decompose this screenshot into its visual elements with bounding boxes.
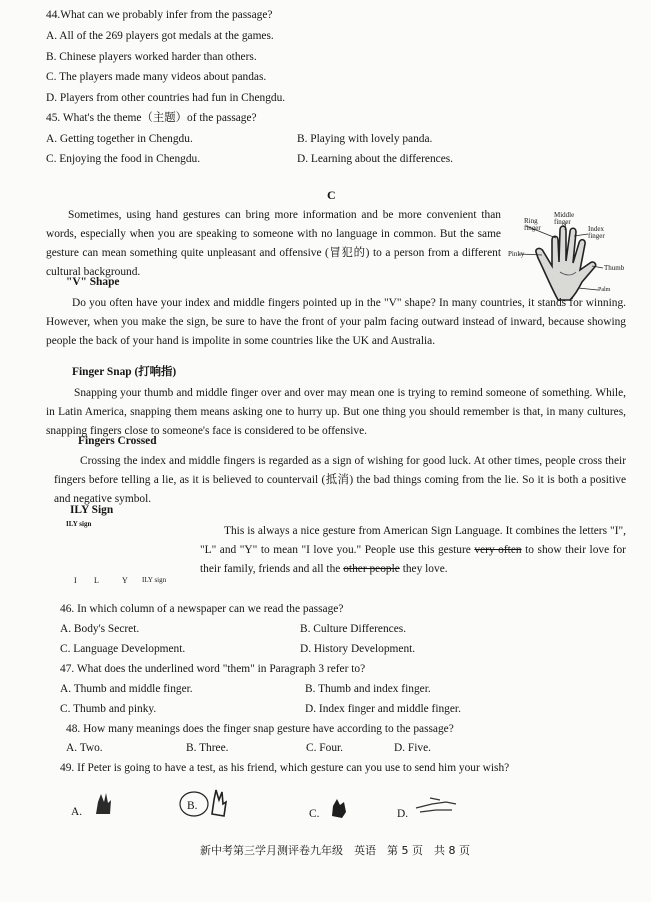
q45-option-d: D. Learning about the differences. bbox=[297, 153, 454, 165]
label-thumb: Thumb bbox=[604, 264, 625, 272]
ily-letter-y: Y bbox=[122, 576, 128, 585]
q44-option-a: A. All of the 269 players got medals at the games. bbox=[46, 30, 274, 42]
q44-option-b: B. Chinese players worked harder than others. bbox=[46, 51, 257, 63]
q46-option-d: D. History Development. bbox=[300, 643, 416, 655]
q46-option-c: C. Language Development. bbox=[60, 643, 186, 655]
page-footer: 新中考第三学月测评卷九年级 英语 第 5 页 共 8 页 bbox=[200, 844, 470, 857]
q49-stem: 49. If Peter is going to have a test, as his friend, which gesture can you use to send him your wish? bbox=[60, 762, 510, 774]
q47-option-d: D. Index finger and middle finger. bbox=[305, 703, 461, 715]
ily-letter-combined: ILY sign bbox=[142, 576, 167, 584]
q48-option-b: B. Three. bbox=[186, 742, 229, 754]
q45-option-c: C. Enjoying the food in Chengdu. bbox=[46, 153, 201, 165]
ily-text-1: This is always a nice gesture from American Sign Language. It combines the letters "I", "L" and "Y" to mean "I love you." People use this gesture bbox=[200, 525, 626, 556]
v-shape-paragraph: Do you often have your index and middle fingers pointed up in the "V" shape? In many countries, it stands for winning. However, when you make the sign, be sure to have the front of your palm facing outward instead of inward, because showing people the back of your hand is impolite in some countries like the UK and Australia. bbox=[46, 297, 626, 347]
label-ring-finger: Ring finger bbox=[524, 217, 541, 232]
label-middle-finger: Middle finger bbox=[554, 211, 575, 226]
q45-stem: 45. What's the theme（主题）of the passage? bbox=[46, 112, 257, 124]
ily-text-3: they love. bbox=[402, 563, 448, 575]
q49-option-b: B. bbox=[187, 800, 198, 812]
ily-text-2: to show their love for their family, friends and all the bbox=[200, 544, 626, 575]
q47-option-b: B. Thumb and index finger. bbox=[305, 683, 431, 695]
q44-option-d: D. Players from other countries had fun in Chengdu. bbox=[46, 92, 286, 104]
fingers-crossed-paragraph: Crossing the index and middle fingers is regarded as a sign of wishing for good luck. At other times, people cross their fingers before telling a lie, as it is believed to countervail (抵消) the bad things coming from the lie. So it is both a positive and negative symbol. bbox=[54, 455, 626, 505]
passage-letter: C bbox=[327, 188, 336, 202]
q45-option-b: B. Playing with lovely panda. bbox=[297, 133, 433, 145]
hand-diagram bbox=[508, 210, 633, 305]
q45-option-a: A. Getting together in Chengdu. bbox=[46, 133, 193, 145]
ily-image-caption: ILY sign bbox=[66, 520, 92, 528]
intro-paragraph: Sometimes, using hand gestures can bring more information and be more convenient than words, especially when you are speaking to someone with no language in common. But the same gesture can mean something quite unpleasant and offensive (冒犯的) to a person from a different cultural background. bbox=[46, 209, 501, 278]
finger-snap-heading: Finger Snap (打响指) bbox=[72, 366, 177, 378]
q47-option-a: A. Thumb and middle finger. bbox=[60, 683, 193, 695]
q47-option-c: C. Thumb and pinky. bbox=[60, 703, 157, 715]
ily-struck-1: very often bbox=[474, 544, 522, 556]
ily-letter-i: I bbox=[74, 576, 77, 585]
q47-stem: 47. What does the underlined word "them" in Paragraph 3 refer to? bbox=[60, 663, 366, 675]
gesture-b-image bbox=[178, 786, 236, 820]
finger-snap-paragraph: Snapping your thumb and middle finger over and over may mean one is trying to remind someone of something. While, in Latin America, snapping them means asking one to hurry up. But one thing you should remember is that, in many cultures, snapping fingers close to someone's face is considered to be offensive. bbox=[46, 387, 626, 437]
q46-option-a: A. Body's Secret. bbox=[60, 623, 140, 635]
q44-option-c: C. The players made many videos about pandas. bbox=[46, 71, 267, 83]
label-palm: Palm bbox=[598, 287, 611, 293]
q46-option-b: B. Culture Differences. bbox=[300, 623, 407, 635]
label-pinky: Pinky bbox=[508, 250, 525, 258]
q48-option-a: A. Two. bbox=[66, 742, 103, 754]
q46-stem: 46. In which column of a newspaper can we read the passage? bbox=[60, 603, 344, 615]
fingers-crossed-heading: Fingers Crossed bbox=[78, 435, 157, 447]
q48-option-d: D. Five. bbox=[394, 742, 432, 754]
q48-option-c: C. Four. bbox=[306, 742, 344, 754]
q44-stem: 44.What can we probably infer from the passage? bbox=[46, 9, 273, 21]
q48-stem: 48. How many meanings does the finger snap gesture have according to the passage? bbox=[66, 723, 454, 735]
v-shape-heading: "V" Shape bbox=[66, 276, 120, 288]
q49-option-d: D. bbox=[397, 808, 409, 820]
label-index-finger: Index finger bbox=[588, 225, 605, 240]
gesture-c-image bbox=[328, 796, 350, 820]
q49-option-c: C. bbox=[309, 808, 320, 820]
gesture-a-image bbox=[92, 790, 114, 818]
ily-paragraph bbox=[200, 522, 626, 579]
ily-letter-l: L bbox=[94, 576, 99, 585]
ily-heading: ILY Sign bbox=[70, 504, 114, 516]
ily-struck-2: other people bbox=[343, 563, 400, 575]
gesture-d-image bbox=[412, 792, 460, 816]
ily-sign-image bbox=[66, 520, 196, 588]
q49-option-a: A. bbox=[71, 806, 83, 818]
